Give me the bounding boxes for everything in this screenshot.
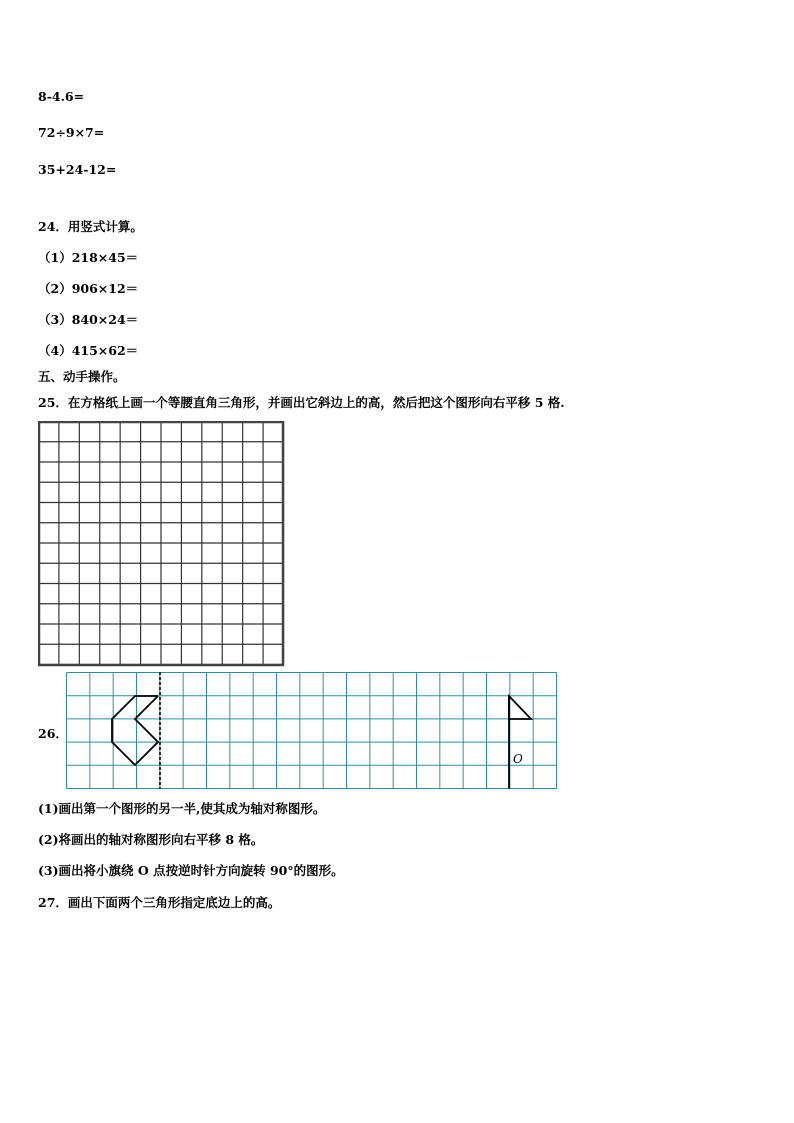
- question-27-title: 27．画出下面两个三角形指定底边上的高。: [38, 895, 281, 910]
- question-25-title: 25．在方格纸上画一个等腰直角三角形，并画出它斜边上的高，然后把这个图形向右平移 5 格.: [38, 395, 565, 410]
- flag: [509, 696, 531, 719]
- q24-item: （2）906×12＝: [38, 281, 139, 296]
- calc-line: 8-4.6=: [38, 89, 85, 104]
- q24-item: （3）840×24＝: [38, 312, 139, 327]
- calc-line: 35+24-12=: [38, 162, 117, 177]
- square-grid-q26: [66, 672, 558, 790]
- calc-line: 72÷9×7=: [38, 125, 105, 140]
- q26-instruction: (1)画出第一个图形的另一半,使其成为轴对称图形。: [38, 801, 326, 816]
- question-24-title: 24．用竖式计算。: [38, 219, 143, 234]
- square-grid-q25: [38, 421, 286, 667]
- half-shape: [112, 696, 158, 765]
- point-o-label: O: [513, 752, 523, 766]
- section-5-heading: 五、动手操作。: [38, 369, 126, 384]
- q26-instruction: (3)画出将小旗绕 O 点按逆时针方向旋转 90°的图形。: [38, 863, 344, 878]
- question-26-number: 26．: [38, 726, 68, 741]
- q24-item: （1）218×45＝: [38, 250, 139, 265]
- q26-instruction: (2)将画出的轴对称图形向右平移 8 格。: [38, 832, 264, 847]
- q24-item: （4）415×62＝: [38, 343, 139, 358]
